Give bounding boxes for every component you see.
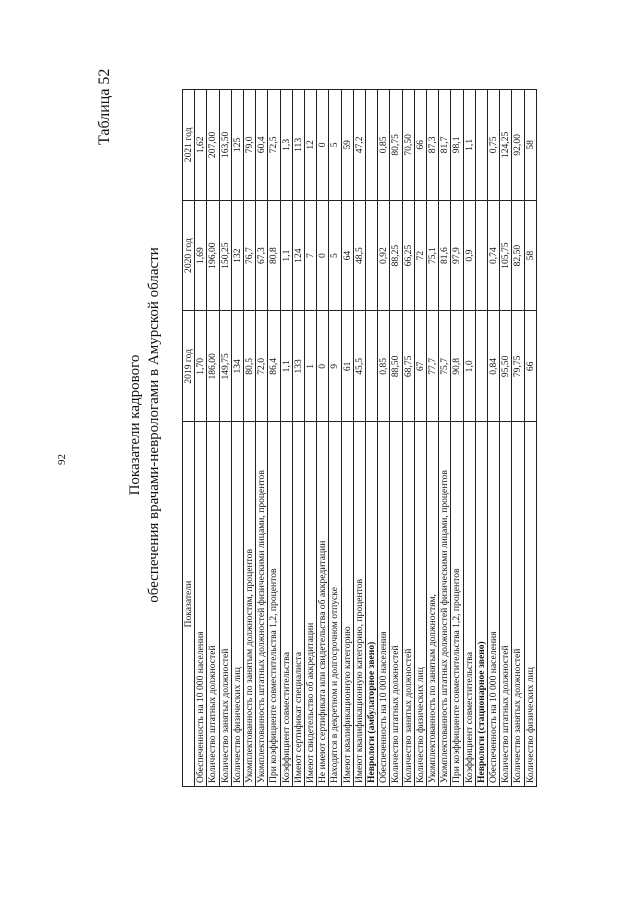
row-label: Количество физических лиц	[231, 422, 243, 787]
row-value-2020: 75,1	[427, 200, 439, 311]
row-value-2021: 0	[317, 90, 329, 201]
row-value-2020: 81,6	[439, 200, 451, 311]
row-label: Находятся в декретном и долгосрочном отпуске	[329, 422, 341, 787]
row-value-2019: 72,0	[256, 311, 268, 422]
row-value-2019	[366, 311, 378, 422]
row-value-2021: 87,3	[427, 90, 439, 201]
table-row	[378, 90, 390, 787]
row-label: Не имеют сертификата или свидетельства об аккредитации	[317, 422, 329, 787]
row-value-2019: 90,8	[451, 311, 463, 422]
table-body	[195, 90, 537, 787]
row-value-2020: 64	[341, 200, 353, 311]
row-label: При коэффициенте совместительства 1,2, процентов	[268, 422, 280, 787]
table-row	[244, 90, 256, 787]
row-label: Укомплектованность штатных должностей физическими лицами, процентов	[439, 422, 451, 787]
row-value-2021: 70,50	[402, 90, 414, 201]
row-value-2021: 0,85	[378, 90, 390, 201]
row-value-2019: 77,7	[427, 311, 439, 422]
row-value-2019: 134	[231, 311, 243, 422]
row-label: Обеспеченность на 10 000 населения	[378, 422, 390, 787]
staffing-table	[182, 89, 537, 787]
row-value-2020: 132	[231, 200, 243, 311]
row-value-2019: 1,1	[280, 311, 292, 422]
row-value-2020: 124	[292, 200, 304, 311]
row-value-2019: 1,70	[195, 311, 207, 422]
row-value-2020: 48,5	[353, 200, 365, 311]
table-section-row	[475, 90, 487, 787]
row-label: Имеют сертификат специалиста	[292, 422, 304, 787]
row-value-2020: 0,92	[378, 200, 390, 311]
row-value-2019: 0,84	[488, 311, 500, 422]
row-value-2021: 1,3	[280, 90, 292, 201]
table-row	[524, 90, 536, 787]
row-value-2021: 163,50	[219, 90, 231, 201]
column-header-2019: 2019 год	[183, 311, 195, 422]
table-title-line-2: обеспечения врачами-неврологами в Амурской области	[146, 247, 162, 603]
table-title-line-1: Показатели кадрового	[127, 354, 143, 496]
row-label: Коэффициент совместительства	[280, 422, 292, 787]
row-value-2019: 1	[305, 311, 317, 422]
row-value-2019: 95,50	[500, 311, 512, 422]
row-value-2020: 1,69	[195, 200, 207, 311]
row-label: Количество штатных должностей	[390, 422, 402, 787]
row-value-2021: 98,1	[451, 90, 463, 201]
row-value-2020: 80,8	[268, 200, 280, 311]
row-label: Имеют квалификационную категорию, процентов	[353, 422, 365, 787]
row-value-2021: 47,2	[353, 90, 365, 201]
row-label: Имеют свидетельство об аккредитации	[305, 422, 317, 787]
row-value-2019: 1,0	[463, 311, 475, 422]
row-value-2020: 0	[317, 200, 329, 311]
row-label: Укомплектованность по занятым должностям,	[427, 422, 439, 787]
row-label: Имеют квалификационную категорию	[341, 422, 353, 787]
table-row	[231, 90, 243, 787]
row-label: Укомплектованность по занятым должностям, процентов	[244, 422, 256, 787]
row-value-2021: 1,62	[195, 90, 207, 201]
row-value-2020: 1,1	[280, 200, 292, 311]
table-row	[341, 90, 353, 787]
row-value-2021: 124,25	[500, 90, 512, 201]
row-value-2021	[366, 90, 378, 201]
row-value-2020: 82,50	[512, 200, 524, 311]
row-value-2020: 66,25	[402, 200, 414, 311]
row-value-2019	[475, 311, 487, 422]
page-number: 92	[56, 454, 68, 465]
row-value-2021: 59	[341, 90, 353, 201]
table-row	[402, 90, 414, 787]
table-title	[126, 105, 164, 745]
row-value-2020: 7	[305, 200, 317, 311]
column-header-2021: 2021 год	[183, 90, 195, 201]
row-label: Коэффициент совместительства	[463, 422, 475, 787]
table-row	[195, 90, 207, 787]
table-row	[512, 90, 524, 787]
row-value-2021: 58	[524, 90, 536, 201]
row-value-2019: 86,4	[268, 311, 280, 422]
table-row	[439, 90, 451, 787]
column-header-2020: 2020 год	[183, 200, 195, 311]
row-value-2019: 186,00	[207, 311, 219, 422]
row-value-2019: 79,75	[512, 311, 524, 422]
row-value-2020: 0,9	[463, 200, 475, 311]
row-label: Укомплектованность штатных должностей физическими лицами, процентов	[256, 422, 268, 787]
row-value-2019: 67	[414, 311, 426, 422]
row-value-2021: 1,1	[463, 90, 475, 201]
row-label: При коэффициенте совместительства 1,2, процентов	[451, 422, 463, 787]
row-value-2021: 125	[231, 90, 243, 201]
row-value-2019: 80,5	[244, 311, 256, 422]
row-value-2021: 72,5	[268, 90, 280, 201]
table-row	[390, 90, 402, 787]
row-value-2021: 81,7	[439, 90, 451, 201]
row-value-2020: 196,00	[207, 200, 219, 311]
row-value-2021: 80,75	[390, 90, 402, 201]
row-value-2021: 92,00	[512, 90, 524, 201]
table-header-row	[183, 90, 195, 787]
row-value-2019: 133	[292, 311, 304, 422]
table-row	[219, 90, 231, 787]
row-value-2021: 0,75	[488, 90, 500, 201]
row-label: Обеспеченность на 10 000 населения	[488, 422, 500, 787]
row-value-2020	[475, 200, 487, 311]
table-row	[207, 90, 219, 787]
row-value-2021: 60,4	[256, 90, 268, 201]
row-value-2019: 0	[317, 311, 329, 422]
row-label: Количество штатных должностей	[500, 422, 512, 787]
row-label: Количество занятых должностей	[512, 422, 524, 787]
row-value-2020	[366, 200, 378, 311]
row-value-2021: 79,0	[244, 90, 256, 201]
table-row	[317, 90, 329, 787]
row-value-2019: 68,75	[402, 311, 414, 422]
row-label: Количество занятых должностей	[402, 422, 414, 787]
row-value-2019: 149,75	[219, 311, 231, 422]
table-row	[414, 90, 426, 787]
table-row	[353, 90, 365, 787]
table-row	[256, 90, 268, 787]
row-value-2020: 97,9	[451, 200, 463, 311]
row-value-2020: 67,3	[256, 200, 268, 311]
row-label: Неврологи (амбулаторное звено)	[366, 422, 378, 787]
row-value-2020: 150,25	[219, 200, 231, 311]
row-label: Количество штатных должностей	[207, 422, 219, 787]
row-label: Обеспеченность на 10 000 населения	[195, 422, 207, 787]
table-row	[451, 90, 463, 787]
table-row	[268, 90, 280, 787]
row-value-2021: 5	[329, 90, 341, 201]
table-section-row	[366, 90, 378, 787]
table-row	[305, 90, 317, 787]
row-value-2020: 0,74	[488, 200, 500, 311]
row-value-2020: 58	[524, 200, 536, 311]
row-label: Количество физических лиц	[414, 422, 426, 787]
row-value-2019: 9	[329, 311, 341, 422]
row-value-2019: 88,50	[390, 311, 402, 422]
row-value-2019: 61	[341, 311, 353, 422]
row-label: Количество физических лиц	[524, 422, 536, 787]
table-row	[427, 90, 439, 787]
row-label: Количество занятых должностей	[219, 422, 231, 787]
row-label: Неврологи (стационарное звено)	[475, 422, 487, 787]
table-label: Таблица 52	[96, 68, 113, 145]
row-value-2020: 72	[414, 200, 426, 311]
table-row	[329, 90, 341, 787]
table-row	[463, 90, 475, 787]
row-value-2020: 5	[329, 200, 341, 311]
table-row	[280, 90, 292, 787]
row-value-2019: 75,7	[439, 311, 451, 422]
row-value-2021: 66	[414, 90, 426, 201]
row-value-2020: 76,7	[244, 200, 256, 311]
row-value-2020: 105,75	[500, 200, 512, 311]
row-value-2019: 0,85	[378, 311, 390, 422]
row-value-2021: 207,00	[207, 90, 219, 201]
row-value-2019: 66	[524, 311, 536, 422]
row-value-2021	[475, 90, 487, 201]
row-value-2021: 113	[292, 90, 304, 201]
table-row	[488, 90, 500, 787]
row-value-2020: 88,25	[390, 200, 402, 311]
table-row	[292, 90, 304, 787]
column-header-indicator: Показатели	[183, 422, 195, 787]
row-value-2021: 12	[305, 90, 317, 201]
row-value-2019: 45,5	[353, 311, 365, 422]
table-row	[500, 90, 512, 787]
